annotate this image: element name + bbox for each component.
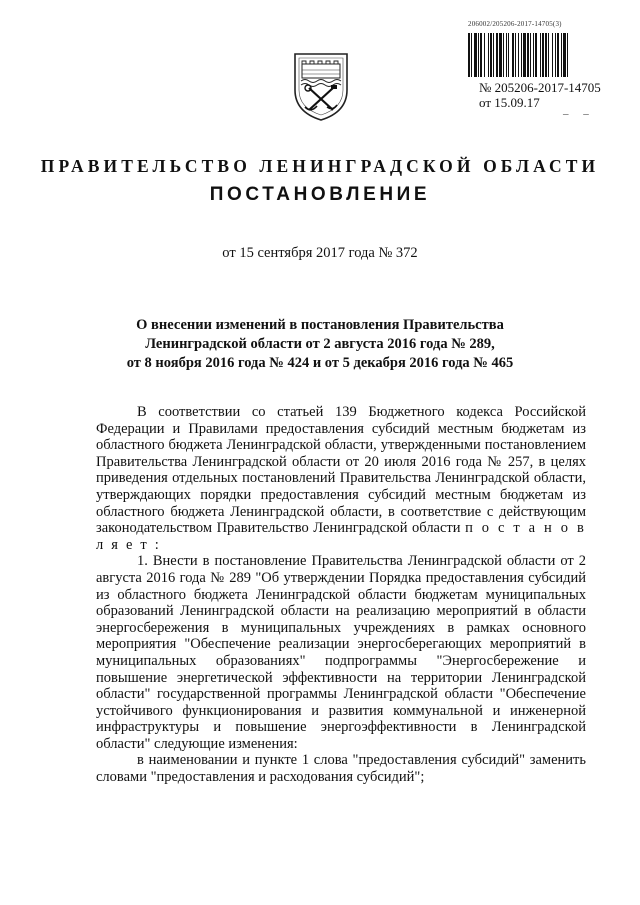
barcode-bar xyxy=(548,33,549,77)
barcode-bar xyxy=(530,33,531,77)
barcode-bar xyxy=(471,33,472,77)
barcode-bar xyxy=(515,33,516,77)
barcode-bar xyxy=(480,33,482,77)
barcode-bar xyxy=(488,33,489,77)
barcode-bar xyxy=(567,33,568,77)
dash-marks: – – xyxy=(563,108,595,120)
barcode-bar xyxy=(540,33,541,77)
item-1-subparagraph: в наименовании и пункте 1 слова "предоставления субсидий" заменить словами "предоставления и расходования субсидий"; xyxy=(96,752,586,786)
barcode-bar xyxy=(557,33,559,77)
title-line: от 8 ноября 2016 года № 424 и от 5 декабря 2016 года № 465 xyxy=(126,355,514,371)
barcode-bar xyxy=(468,33,470,77)
barcode-bar xyxy=(493,33,494,77)
barcode-bar xyxy=(535,33,537,77)
coat-of-arms-icon xyxy=(291,50,351,122)
barcode-bar xyxy=(555,33,556,77)
barcode-bar xyxy=(518,33,519,77)
tracking-code: 206002/205206-2017-14705(3) xyxy=(468,20,562,28)
item-1-paragraph: 1. Внести в постановление Правительства Ленинградской области от 2 августа 2016 года № 289 "Об утверждении Порядка предоставления субсидий из областного бюджета Ленинградской области бюджетам муниципальных образований Ленинградской области на реализацию мероприятий в области энергосбережения в муниципальных учреждениях в рамках основного мероприятия "Обеспечение реализации энергосберегающих мероприятий в муниципальных образованиях" подпрограммы "Энергосбережение и повышение энергетической эффективности на территории Ленинградской области" государственной программы Ленинградской области "Обеспечение устойчивого функционирования и развития коммунальной и инженерной инфраструктуры и повышение энергоэффективности в Ленинградской области" следующие изменения: xyxy=(96,553,586,752)
barcode-bar xyxy=(523,33,526,77)
document-type: ПОСТАНОВЛЕНИЕ xyxy=(209,184,431,205)
barcode-bar xyxy=(484,33,485,77)
document-title xyxy=(0,316,640,373)
barcode-bar xyxy=(521,33,522,77)
registration-date: от 15.09.17 xyxy=(479,95,540,110)
preamble-text: В соответствии со статьей 139 Бюджетного кодекса Российской Федерации и Правилами предоставления субсидий местным бюджетам из областного бюджета Ленинградской области, утвержденными постановлением Правительства Ленинградской области от 20 июля 2016 года № 257, в целях приведения отдельных постановлений Правительства Ленинградской области, утверждающих порядки предоставления субсидий местным бюджетам из областного бюджета Ленинградской области, в соответствие с действующим законодательством Правительство Ленинградской области xyxy=(96,404,586,537)
barcode-bar xyxy=(478,33,479,77)
barcode-bar xyxy=(490,33,492,77)
barcode-bar xyxy=(533,33,534,77)
barcode-bar xyxy=(506,33,507,77)
registration-number: № 205206-2017-14705 xyxy=(479,80,601,95)
barcode-bar xyxy=(563,33,566,77)
barcode xyxy=(467,33,607,77)
authority-heading: ПРАВИТЕЛЬСТВО ЛЕНИНГРАДСКОЙ ОБЛАСТИ xyxy=(40,156,600,176)
document-date-number: от 15 сентября 2017 года № 372 xyxy=(222,245,418,261)
title-line: Ленинградской области от 2 августа 2016 года № 289, xyxy=(145,336,495,352)
barcode-bar xyxy=(552,33,553,77)
barcode-bar xyxy=(542,33,544,77)
barcode-bar xyxy=(503,33,504,77)
preamble-paragraph xyxy=(96,404,586,553)
barcode-bar xyxy=(474,33,477,77)
barcode-bar xyxy=(508,33,509,77)
barcode-bar xyxy=(545,33,547,77)
title-line: О внесении изменений в постановления Правительства xyxy=(136,317,504,333)
barcode-bar xyxy=(527,33,529,77)
resolves-word: п о с т а н о в л я е т : xyxy=(96,520,587,553)
barcode-bar xyxy=(512,33,514,77)
barcode-bar xyxy=(496,33,498,77)
barcode-bar xyxy=(561,33,562,77)
barcode-bar xyxy=(499,33,502,77)
document-body xyxy=(96,404,586,786)
